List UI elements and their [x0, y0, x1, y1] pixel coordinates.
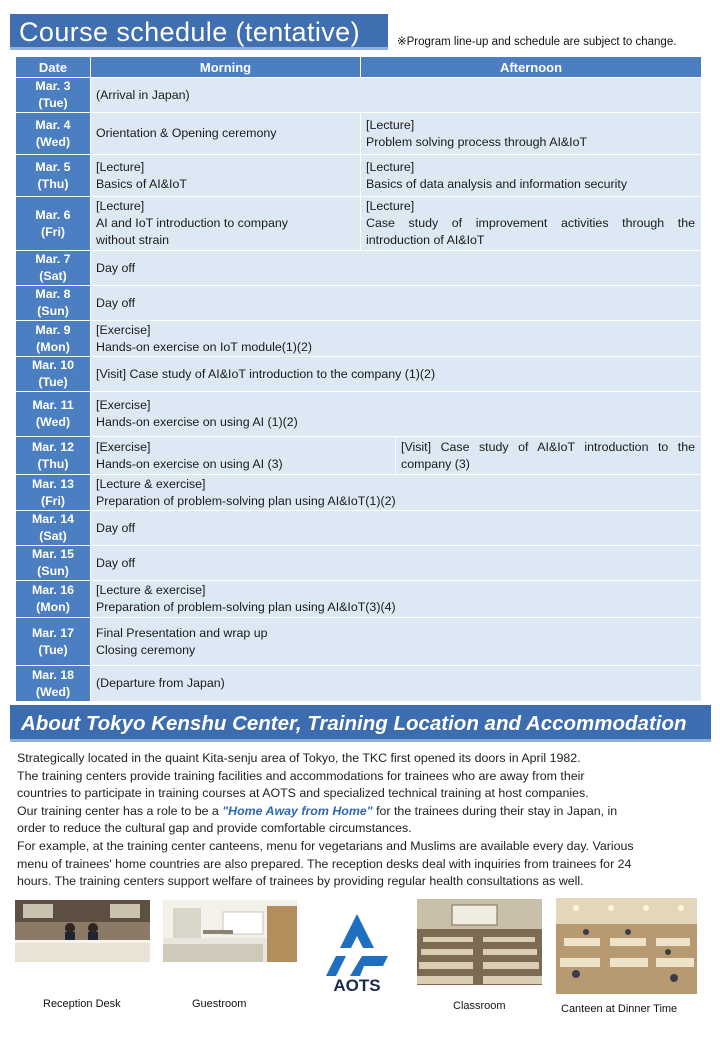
- schedule-title: Course schedule (tentative): [10, 14, 388, 50]
- column-header-date: Date: [16, 57, 91, 78]
- date-cell: Mar. 5 (Thu): [16, 155, 91, 197]
- canteen-caption: Canteen at Dinner Time: [561, 1003, 678, 1015]
- about-line: countries to participate in training courses at AOTS and specialized technical training at host companies.: [17, 786, 589, 801]
- table-header-row: [16, 57, 702, 78]
- date-cell: Mar. 6 (Fri): [16, 197, 91, 251]
- date-cell: Mar. 17 (Tue): [16, 618, 91, 666]
- full-day-cell: Day off: [91, 251, 702, 286]
- afternoon-cell: [Lecture] Basics of data analysis and information security: [361, 155, 702, 197]
- about-line: For example, at the training center canteens, menu for vegetarians and Muslims are available every day. Various: [17, 838, 634, 853]
- table-row: [16, 475, 702, 511]
- table-row: [16, 155, 702, 197]
- column-header-morning: Morning: [91, 57, 361, 78]
- full-day-cell: [Lecture & exercise] Preparation of problem-solving plan using AI&IoT(3)(4): [91, 581, 702, 618]
- date-cell: Mar. 8 (Sun): [16, 286, 91, 321]
- home-away-highlight: "Home Away from Home": [222, 803, 373, 818]
- full-day-cell: [Exercise] Hands-on exercise on IoT module(1)(2): [91, 321, 702, 357]
- reception-caption: Reception Desk: [43, 998, 121, 1010]
- about-body: [17, 750, 707, 891]
- morning-cell: Orientation & Opening ceremony: [91, 113, 361, 155]
- date-cell: Mar. 16 (Mon): [16, 581, 91, 618]
- table-row: [16, 581, 702, 618]
- table-row: [16, 286, 702, 321]
- table-row: [16, 321, 702, 357]
- column-header-afternoon: Afternoon: [361, 57, 702, 78]
- table-row: [16, 546, 702, 581]
- guestroom-caption: Guestroom: [192, 998, 247, 1010]
- date-cell: Mar. 9 (Mon): [16, 321, 91, 357]
- table-row: [16, 511, 702, 546]
- full-day-cell: Day off: [91, 511, 702, 546]
- afternoon-cell: [Lecture] Problem solving process through AI&IoT: [361, 113, 702, 155]
- afternoon-cell: [Visit] Case study of AI&IoT introduction to the company (3): [396, 437, 702, 475]
- classroom-caption: Classroom: [453, 1000, 506, 1012]
- about-title: About Tokyo Kenshu Center, Training Location and Accommodation: [10, 705, 711, 742]
- schedule-note: ※Program line-up and schedule are subject to change.: [397, 36, 677, 48]
- about-line: menu of trainees' home countries are also prepared. The reception desks deal with inquiries from trainees for 24: [17, 856, 632, 871]
- about-line: hours. The training centers support welfare of trainees by providing regular health consultations as well.: [17, 874, 584, 889]
- table-row: [16, 392, 702, 437]
- morning-cell: [Exercise] Hands-on exercise on using AI (3): [91, 437, 396, 475]
- date-cell: Mar. 4 (Wed): [16, 113, 91, 155]
- date-cell: Mar. 10 (Tue): [16, 357, 91, 392]
- date-cell: Mar. 13 (Fri): [16, 475, 91, 511]
- date-cell: Mar. 14 (Sat): [16, 511, 91, 546]
- table-row: [16, 618, 702, 666]
- table-row: [16, 197, 702, 251]
- date-cell: Mar. 11 (Wed): [16, 392, 91, 437]
- date-cell: Mar. 3 (Tue): [16, 78, 91, 113]
- canteen-photo: [556, 898, 697, 994]
- table-row: [16, 251, 702, 286]
- full-day-cell: (Departure from Japan): [91, 666, 702, 702]
- full-day-cell: [Visit] Case study of AI&IoT introduction to the company (1)(2): [91, 357, 702, 392]
- full-day-cell: Day off: [91, 286, 702, 321]
- about-line: The training centers provide training facilities and accommodations for trainees who are away from their: [17, 768, 585, 783]
- afternoon-cell: [Lecture] Case study of improvement activities through the introduction of AI&IoT: [361, 197, 702, 251]
- aots-logo-text: AOTS: [333, 976, 381, 994]
- schedule-table: [15, 56, 702, 702]
- about-line: order to reduce the cultural gap and provide comfortable circumstances.: [17, 821, 412, 836]
- table-row: [16, 357, 702, 392]
- about-line: Our training center has a role to be a "Home Away from Home" for the trainees during their stay in Japan, in: [17, 803, 618, 818]
- aots-logo: [316, 912, 398, 994]
- guestroom-photo: [163, 900, 297, 962]
- full-day-cell: [Lecture & exercise] Preparation of problem-solving plan using AI&IoT(1)(2): [91, 475, 702, 511]
- date-cell: Mar. 18 (Wed): [16, 666, 91, 702]
- table-row: [16, 666, 702, 702]
- table-row: [16, 78, 702, 113]
- table-row: [16, 113, 702, 155]
- full-day-cell: Final Presentation and wrap up Closing ceremony: [91, 618, 702, 666]
- full-day-cell: [Exercise] Hands-on exercise on using AI (1)(2): [91, 392, 702, 437]
- full-day-cell: (Arrival in Japan): [91, 78, 702, 113]
- reception-photo: [15, 900, 150, 962]
- morning-cell: [Lecture] AI and IoT introduction to company without strain: [91, 197, 361, 251]
- morning-cell: [Lecture] Basics of AI&IoT: [91, 155, 361, 197]
- date-cell: Mar. 12 (Thu): [16, 437, 91, 475]
- about-line: Strategically located in the quaint Kita-senju area of Tokyo, the TKC first opened its doors in April 1982.: [17, 751, 581, 765]
- full-day-cell: Day off: [91, 546, 702, 581]
- date-cell: Mar. 15 (Sun): [16, 546, 91, 581]
- classroom-photo: [417, 899, 542, 985]
- table-row: [16, 437, 702, 475]
- date-cell: Mar. 7 (Sat): [16, 251, 91, 286]
